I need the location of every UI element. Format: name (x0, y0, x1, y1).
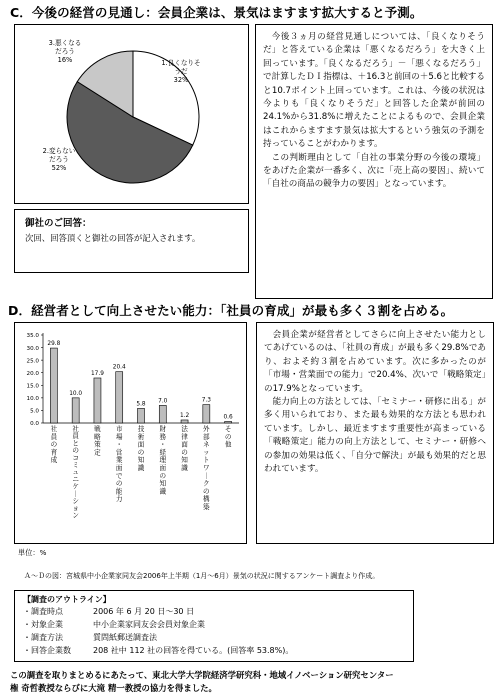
bar-category-label: 社員の育成 (50, 425, 58, 465)
bar-value-label: 7.0 (158, 398, 168, 405)
bar-chart-box (14, 322, 247, 544)
bar-category-label: 戦略策定 (94, 425, 101, 457)
survey-outline-title: 【調査のアウトライン】 (23, 595, 111, 604)
your-answer-text: 次回、回答頂くと御社の回答が記入されます。 (25, 233, 201, 243)
footer (10, 669, 394, 695)
pie-label-2: 2.変らないだろう 52% (42, 147, 76, 172)
y-tick-label: 25.0 (26, 358, 39, 365)
survey-outline-value: 質問紙郵送調査法 (93, 633, 157, 642)
section-c-body (263, 31, 485, 192)
survey-outline-value: 中小企業家同友会会員対象企業 (93, 620, 205, 629)
bar-category-label: 財務・経理面の知識 (159, 425, 167, 496)
bar-value-label: 5.8 (136, 401, 146, 408)
section-c-text-box (255, 24, 493, 299)
bar-category-label: 外部ネットワ｜クの構築 (203, 425, 210, 511)
bar-value-label: 1.2 (179, 412, 190, 419)
bar-4 (116, 372, 123, 423)
bar-5 (138, 408, 145, 423)
bar-value-label: 17.9 (90, 370, 104, 377)
survey-outline-key: ・回答企業数 (23, 646, 71, 655)
pie-chart (15, 25, 247, 202)
footer-line-1: この調査を取りまとめるにあたって、東北大学大学院経済学研究科・地域イノベーション研究センター (10, 670, 394, 680)
section-d-title: D．経営者として向上させたい能力：「社員の育成」が最も多く３割を占める。 (8, 303, 454, 318)
survey-outline-rows (23, 605, 405, 657)
survey-outline-key: ・調査時点 (23, 607, 63, 616)
survey-outline-box (14, 590, 414, 662)
bar-category-label: 市場・営業面での能力 (115, 425, 123, 504)
your-answer-title: 御社のご回答： (25, 218, 92, 229)
survey-outline-key: ・調査方法 (23, 633, 63, 642)
pie-label-1: 1.良くなりそうだ 32% (161, 59, 201, 84)
survey-outline-row (23, 605, 405, 618)
your-answer-box (14, 209, 249, 273)
footer-line-2: 権 奇哲教授ならびに大滝 精一教授の協力を得ました。 (10, 683, 217, 693)
bar-category-label: 社員とのコミュニケ｜ション (72, 425, 79, 520)
y-tick-label: 5.0 (30, 408, 39, 415)
source-note: Ａ～Ｄの図：宮城県中小企業家同友会2006年上半期（1月～6月）景気の状況に関するアンケート調査より作成。 (24, 572, 380, 580)
bar-value-label: 0.6 (223, 414, 233, 421)
section-d-body (264, 329, 486, 476)
y-tick-label: 15.0 (26, 383, 39, 390)
section-d-paragraph-2: 能力向上の方法としては、「セミナー・研修に出る」が多く用いられており、また最も効果的な方法とも思われています。しかし、最近ますます重要性が高まっている「戦略策定」能力の向上方法として、セミナー・研修への参加の効果は低く、「自分で解決」が最も効果的だと思われています。 (264, 397, 486, 475)
pie-label-3: 3.悪くなるだろう 16% (48, 39, 82, 64)
bar-8 (203, 405, 210, 423)
bar-7 (181, 420, 188, 423)
y-tick-label: 20.0 (26, 370, 39, 377)
survey-outline-value: 208 社中 112 社の回答を得ている。(回答率 53.8%)。 (93, 646, 294, 655)
bar-9 (225, 421, 232, 423)
bar-chart (15, 323, 245, 542)
bar-3 (94, 378, 101, 423)
bar-category-label: 技術面の知識 (137, 425, 145, 472)
section-d-text-box (256, 322, 494, 544)
chart-unit: 単位：% (18, 548, 47, 557)
survey-outline-key: ・対象企業 (23, 620, 63, 629)
y-tick-label: 0.0 (30, 421, 39, 428)
pie-chart-box (14, 24, 249, 204)
bar-6 (159, 405, 166, 423)
y-tick-label: 30.0 (26, 345, 39, 352)
y-tick-label: 35.0 (26, 333, 39, 340)
survey-outline-value: 2006 年 6 月 20 日～30 日 (93, 607, 195, 616)
section-d-paragraph-1: 会員企業が経営者としてさらに向上させたい能力としてあげているのは、「社員の育成」が最も多く29.8%であり、およそ約３割を占めています。次に多かったのが「市場・営業面での能力」で20.4%、次いで「戦略策定」の17.9%となっています。 (264, 330, 486, 394)
bar-2 (72, 398, 79, 423)
bar-category-label: 法律面の知識 (181, 425, 188, 472)
bar-category-label: その他 (224, 425, 232, 449)
bar-value-label: 29.8 (47, 341, 61, 348)
y-tick-label: 10.0 (26, 396, 39, 403)
bar-value-label: 20.4 (112, 364, 126, 371)
survey-outline-row (23, 631, 405, 644)
bar-value-label: 10.0 (69, 390, 83, 397)
section-c-paragraph-2: この判断理由として「自社の事業分野の今後の環境」をあげた企業が一番多く、次に「売上高の要因」、続いて「自社の商品の競争力の要因」となっています。 (263, 152, 485, 190)
bar-value-label: 7.3 (201, 397, 211, 404)
section-c-paragraph-1: 今後３ヵ月の経営見通しについては、「良くなりそうだ」と答えている企業は「悪くなるだろう」を大きく上回っています。「良くなるだろう」－「悪くなるだろう」で計算したＤＩ指標は、＋16.3と前回の＋5.6と比較すると10.7ポイント上回っています。これは、今後の状況は今よりも「良くなりそうだ」と回答した企業が前回の24.1%から31.8%に増えたことによるもので、会員企業はこれからますます景気は拡大するという強気の予測を持っていることがわかります。 (263, 32, 485, 150)
survey-outline-row (23, 618, 405, 631)
bar-1 (50, 348, 57, 423)
survey-outline-row (23, 644, 405, 657)
section-c-title: C．今後の経営の見通し：会員企業は、景気はますます拡大すると予測。 (10, 5, 423, 20)
